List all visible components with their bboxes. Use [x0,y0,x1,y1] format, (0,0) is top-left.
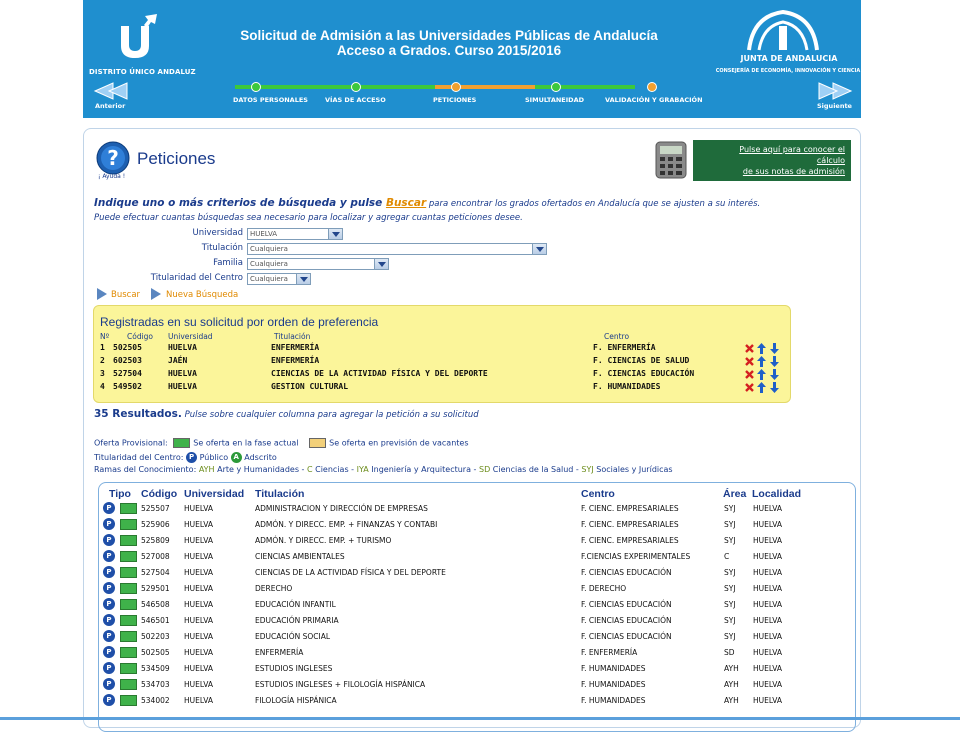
cell-universidad[interactable]: HUELVA [184,664,214,673]
reg-cell-universidad: HUELVA [168,382,197,391]
publico-text: Público [199,453,229,462]
step-label-datos[interactable]: DATOS PERSONALES [233,96,308,104]
oferta-label: Oferta Provisional: [94,438,168,448]
cell-area[interactable]: SYJ [724,536,736,545]
cell-titulacion[interactable]: FILOLOGÍA HISPÁNICA [255,696,337,705]
reg-cell-centro: F. ENFERMERÍA [593,343,656,352]
cell-area[interactable]: AYH [724,680,739,689]
cell-codigo[interactable]: 502203 [141,632,170,641]
cell-area[interactable]: SD [724,648,735,657]
chevron-down-icon[interactable] [328,229,342,239]
oferta-actual-indicator [120,503,137,514]
cell-universidad[interactable]: HUELVA [184,616,214,625]
reg-header-centro: Centro [604,332,630,341]
cell-titulacion[interactable]: CIENCIAS DE LA ACTIVIDAD FÍSICA Y DEL DEPORTE [255,568,446,577]
publico-type-icon: P [103,550,115,562]
rama-name: Arte y Humanidades [217,465,299,474]
arrow-down-icon[interactable] [770,369,779,380]
cell-titulacion[interactable]: DERECHO [255,584,293,593]
reg-cell-n: 3 [100,369,105,378]
rama-code: SYJ [581,465,594,474]
reg-header-n: Nº [100,332,110,341]
cell-titulacion[interactable]: EDUCACIÓN SOCIAL [255,632,331,641]
cell-codigo[interactable]: 527008 [141,552,170,561]
table-row[interactable] [100,533,840,549]
cell-titulacion[interactable]: ESTUDIOS INGLESES [255,664,333,673]
svg-text:?: ? [107,146,119,170]
help-icon[interactable] [96,141,130,175]
step-dot-peticiones[interactable] [451,82,461,92]
search-instructions [94,197,760,209]
page-header-title [218,28,680,58]
reg-cell-universidad: HUELVA [168,343,197,352]
arrow-up-icon[interactable] [757,369,766,380]
step-connector [435,85,535,89]
cell-titulacion[interactable]: ADMINISTRACION Y DIRECCIÓN DE EMPRESAS [255,504,428,513]
reg-cell-universidad: JAÉN [168,356,188,365]
reg-cell-n: 1 [100,343,105,352]
results-count [94,408,479,420]
results-count-label: 35 Resultados. [94,408,182,420]
cell-centro[interactable]: F. CIENCIAS EDUCACIÓN [581,632,672,641]
oferta-actual-indicator [120,663,137,674]
delete-icon[interactable] [745,370,754,379]
junta-andalucia-logo-icon [743,6,823,54]
delete-icon[interactable] [745,344,754,353]
titularidad-value: Cualquiera [250,275,288,283]
cell-centro[interactable]: F. HUMANIDADES [581,696,646,705]
oferta-actual-indicator [120,631,137,642]
calc-link-line1[interactable]: Pulse aquí para conocer el [739,145,845,154]
header-title-line1: Solicitud de Admisión a las Universidades Públicas de Andalucía [240,28,658,43]
reg-cell-centro: F. CIENCIAS DE SALUD [593,356,690,365]
reg-cell-titulacion: GESTION CULTURAL [271,382,349,391]
logo-text: DISTRITO ÚNICO ANDALUZ [89,68,196,76]
rama-code: SD [478,465,491,474]
delete-icon[interactable] [745,383,754,392]
nueva-busqueda-play-icon[interactable] [151,288,161,300]
cell-centro[interactable]: F. CIENCIAS EDUCACIÓN [581,616,672,625]
publico-type-icon: P [103,582,115,594]
cell-titulacion[interactable]: ADMÓN. Y DIRECC. EMP. + TURISMO [255,536,392,545]
reg-cell-codigo: 527504 [113,369,142,378]
cell-localidad[interactable]: HUELVA [753,680,783,689]
cell-codigo[interactable]: 525906 [141,520,170,529]
familia-select[interactable] [247,258,389,270]
instr-text-rest: para encontrar los grados ofertados en Andalucía que se ajusten a su interés. [426,199,761,209]
oferta-actual-indicator [120,599,137,610]
arrow-down-icon[interactable] [770,343,779,354]
universidad-label: Universidad [192,228,243,238]
cell-area[interactable]: SYJ [724,504,736,513]
buscar-link[interactable]: Buscar [111,290,141,300]
table-row[interactable] [100,581,840,597]
reg-cell-centro: F. CIENCIAS EDUCACIÓN [593,369,695,378]
reg-cell-codigo: 549502 [113,382,142,391]
reg-cell-titulacion: CIENCIAS DE LA ACTIVIDAD FÍSICA Y DEL DEPORTE [271,369,488,378]
oferta-actual-indicator [120,679,137,690]
next-label[interactable]: Siguiente [817,102,852,110]
table-row[interactable] [100,693,840,709]
step-dot-vias[interactable] [351,82,361,92]
cell-localidad[interactable]: HUELVA [753,648,783,657]
cell-area[interactable]: SYJ [724,632,736,641]
familia-label: Familia [213,258,243,268]
instr-buscar-link[interactable]: Buscar [385,197,427,209]
table-row[interactable] [100,549,840,565]
arrow-up-icon[interactable] [757,382,766,393]
table-row[interactable] [100,677,840,693]
cell-codigo[interactable]: 502505 [141,648,170,657]
cell-titulacion[interactable]: ENFERMERÍA [255,648,304,657]
cell-centro[interactable]: F. CIENC. EMPRESARIALES [581,536,679,545]
titulacion-select[interactable] [247,243,547,255]
cell-universidad[interactable]: HUELVA [184,520,214,529]
step-label-peticiones[interactable]: PETICIONES [433,96,477,104]
publico-type-icon: P [103,662,115,674]
page-title: Peticiones [137,149,216,168]
cell-localidad[interactable]: HUELVA [753,568,783,577]
previous-arrow-icon[interactable] [93,82,131,100]
cell-area[interactable]: AYH [724,664,739,673]
publico-type-icon: P [103,694,115,706]
cell-localidad[interactable]: HUELVA [753,616,783,625]
publico-type-icon: P [103,566,115,578]
cell-codigo[interactable]: 546501 [141,616,170,625]
col-header-universidad[interactable]: Universidad [184,488,245,500]
progress-steps [235,82,659,92]
oferta-actual-text: Se oferta en la fase actual [193,438,299,448]
oferta-actual-indicator [120,551,137,562]
publico-type-icon: P [103,534,115,546]
step-connector [335,85,435,89]
cell-universidad[interactable]: HUELVA [184,680,214,689]
publico-type-icon: P [103,646,115,658]
cell-codigo[interactable]: 525507 [141,504,170,513]
calc-link-line2[interactable]: cálculo [816,156,845,165]
cell-area[interactable]: SYJ [724,584,736,593]
cell-titulacion[interactable]: CIENCIAS AMBIENTALES [255,552,345,561]
chevron-down-icon[interactable] [296,274,310,284]
reg-cell-titulacion: ENFERMERÍA [271,343,320,352]
cell-codigo[interactable]: 534509 [141,664,170,673]
cell-localidad[interactable]: HUELVA [753,696,783,705]
next-arrow-icon[interactable] [815,82,853,100]
publico-type-icon: P [103,502,115,514]
oferta-actual-indicator [120,647,137,658]
cell-codigo[interactable]: 546508 [141,600,170,609]
cell-universidad[interactable]: HUELVA [184,504,214,513]
cell-centro[interactable]: F.CIENCIAS EXPERIMENTALES [581,552,691,561]
reg-cell-n: 4 [100,382,105,391]
rama-code: C [306,465,313,474]
reg-cell-centro: F. HUMANIDADES [593,382,661,391]
buscar-play-icon[interactable] [97,288,107,300]
table-row[interactable] [100,613,840,629]
rama-code: AYH [198,465,215,474]
step-dot-simultaneidad[interactable] [551,82,561,92]
cell-universidad[interactable]: HUELVA [184,600,214,609]
col-header-titulacion[interactable]: Titulación [255,488,305,500]
oferta-actual-indicator [120,695,137,706]
cell-centro[interactable]: F. CIENCIAS EDUCACIÓN [581,568,672,577]
cell-localidad[interactable]: HUELVA [753,536,783,545]
header-banner [83,0,861,118]
reg-header-universidad: Universidad [168,332,213,341]
chevron-down-icon[interactable] [374,259,388,269]
rama-name: Ciencias de la Salud [492,465,574,474]
cell-universidad[interactable]: HUELVA [184,696,214,705]
rama-name: Ingeniería y Arquitectura [371,465,471,474]
results-hint: Pulse sobre cualquier columna para agregar la petición a su solicitud [181,410,479,420]
universidad-select[interactable] [247,228,343,240]
cell-area[interactable]: SYJ [724,568,736,577]
cell-universidad[interactable]: HUELVA [184,648,214,657]
registered-title: Registradas en su solicitud por orden de preferencia [100,315,379,329]
col-header-codigo[interactable]: Código [141,488,178,500]
step-dot-validacion[interactable] [647,82,657,92]
table-row[interactable] [100,645,840,661]
table-row[interactable] [100,597,840,613]
cell-codigo[interactable]: 527504 [141,568,170,577]
cell-codigo[interactable]: 525809 [141,536,170,545]
cell-codigo[interactable]: 534002 [141,696,170,705]
titularidad-select[interactable] [247,273,311,285]
table-row[interactable] [100,565,840,581]
reg-cell-titulacion: ENFERMERÍA [271,356,320,365]
step-label-vias[interactable]: VÍAS DE ACCESO [325,96,386,104]
titularidad-legend [94,452,277,463]
cell-titulacion[interactable]: EDUCACIÓN PRIMARIA [255,616,339,625]
previous-label[interactable]: Anterior [95,102,126,110]
ramas-legend: Ramas del Conocimiento: AYH Arte y Humanidades - C Ciencias - IYA Ingeniería y Arquitectura - SD Ciencias de la Salud - SYJ Sociales y Jurídicas [94,465,673,474]
familia-value: Cualquiera [250,260,288,268]
publico-type-icon: P [103,614,115,626]
table-row[interactable] [100,629,840,645]
cell-titulacion[interactable]: EDUCACIÓN INFANTIL [255,600,336,609]
step-label-simultaneidad[interactable]: SIMULTANEIDAD [525,96,584,104]
calc-link-line3[interactable]: de sus notas de admisión [742,167,845,176]
cell-centro[interactable]: F. DERECHO [581,584,627,593]
ramas-label: Ramas del Conocimiento: [94,465,197,474]
cell-localidad[interactable]: HUELVA [753,632,783,641]
rama-name: Sociales y Jurídicas [596,465,673,474]
cell-codigo[interactable]: 534703 [141,680,170,689]
publico-type-icon: P [103,598,115,610]
cell-area[interactable]: SYJ [724,520,736,529]
calculo-notas-link[interactable] [693,140,851,181]
cell-area[interactable]: C [724,552,730,561]
arrow-down-icon[interactable] [770,356,779,367]
arrow-up-icon[interactable] [757,356,766,367]
reg-cell-codigo: 502505 [113,343,142,352]
nueva-busqueda-link[interactable]: Nueva Búsqueda [166,290,239,300]
oferta-actual-indicator [120,519,137,530]
cell-universidad[interactable]: HUELVA [184,536,214,545]
step-label-validacion[interactable]: VALIDACIÓN Y GRABACIÓN [605,96,703,104]
cell-centro[interactable]: F. CIENC. EMPRESARIALES [581,520,679,529]
oferta-prevision-text: Se oferta en previsión de vacantes [329,438,469,448]
arrow-down-icon[interactable] [770,382,779,393]
cell-area[interactable]: AYH [724,696,739,705]
col-header-localidad[interactable]: Localidad [752,488,802,500]
col-header-centro[interactable]: Centro [581,488,615,500]
reg-cell-universidad: HUELVA [168,369,197,378]
step-connector [235,85,335,89]
oferta-actual-swatch [173,438,190,448]
rama-code: IYA [356,465,369,474]
reg-header-codigo: Código [127,332,154,341]
universidad-value: HUELVA [250,230,278,238]
table-row[interactable] [100,661,840,677]
cell-area[interactable]: SYJ [724,600,736,609]
header-title-line2: Acceso a Grados. Curso 2015/2016 [336,43,562,58]
cell-codigo[interactable]: 529501 [141,584,170,593]
cell-localidad[interactable]: HUELVA [753,552,783,561]
consejeria-text: CONSEJERÍA DE ECONOMÍA, INNOVACIÓN Y CIENCIA [715,68,861,74]
help-label[interactable]: ¡ Ayuda ! [98,173,126,180]
oferta-actual-indicator [120,567,137,578]
cell-localidad[interactable]: HUELVA [753,520,783,529]
oferta-prevision-swatch [309,438,326,448]
oferta-actual-indicator [120,535,137,546]
chevron-down-icon[interactable] [532,244,546,254]
oferta-legend [94,438,468,448]
cell-universidad[interactable]: HUELVA [184,568,214,577]
cell-titulacion[interactable]: ESTUDIOS INGLESES + FILOLOGÍA HISPÁNICA [255,680,426,689]
cell-titulacion[interactable]: ADMÓN. Y DIRECC. EMP. + FINANZAS Y CONTABI [255,520,438,529]
publico-type-icon: P [103,518,115,530]
reg-cell-n: 2 [100,356,105,365]
titulacion-label: Titulación [201,243,243,253]
publico-icon: P [186,452,197,463]
cell-centro[interactable]: F. CIENC. EMPRESARIALES [581,504,679,513]
oferta-actual-indicator [120,615,137,626]
publico-type-icon: P [103,630,115,642]
search-instructions-2: Puede efectuar cuantas búsquedas sea necesario para localizar y agregar cuantas peticiones desee. [94,213,523,223]
rama-name: Ciencias [315,465,349,474]
titulacion-value: Cualquiera [250,245,288,253]
table-row[interactable] [100,517,840,533]
distrito-unico-logo-icon [117,12,161,62]
col-header-area[interactable]: Área [723,488,747,500]
cell-localidad[interactable]: HUELVA [753,584,783,593]
calculator-icon[interactable] [655,141,687,179]
cell-universidad[interactable]: HUELVA [184,584,214,593]
table-row[interactable] [100,501,840,517]
cell-centro[interactable]: F. ENFERMERÍA [581,648,638,657]
step-dot-datos[interactable] [251,82,261,92]
cell-localidad[interactable]: HUELVA [753,504,783,513]
cell-localidad[interactable]: HUELVA [753,664,783,673]
adscrito-text: Adscrito [244,453,277,462]
cell-universidad[interactable]: HUELVA [184,632,214,641]
titularidad-label: Titularidad del Centro [150,273,243,283]
instr-text: Indique uno o más criterios de búsqueda y pulse [94,197,386,209]
cell-area[interactable]: SYJ [724,616,736,625]
step-connector [535,85,635,89]
oferta-actual-indicator [120,583,137,594]
cell-centro[interactable]: F. CIENCIAS EDUCACIÓN [581,600,672,609]
publico-type-icon: P [103,678,115,690]
cell-centro[interactable]: F. HUMANIDADES [581,680,646,689]
cell-localidad[interactable]: HUELVA [753,600,783,609]
reg-header-titulacion: Titulación [274,332,311,341]
delete-icon[interactable] [745,357,754,366]
reg-cell-codigo: 602503 [113,356,142,365]
cell-centro[interactable]: F. HUMANIDADES [581,664,646,673]
adscrito-icon: A [231,452,242,463]
junta-text: JUNTA DE ANDALUCIA [740,54,838,63]
titularidad-legend-label: Titularidad del Centro: [94,453,184,462]
cell-universidad[interactable]: HUELVA [184,552,214,561]
arrow-up-icon[interactable] [757,343,766,354]
col-header-tipo[interactable]: Tipo [109,488,131,500]
